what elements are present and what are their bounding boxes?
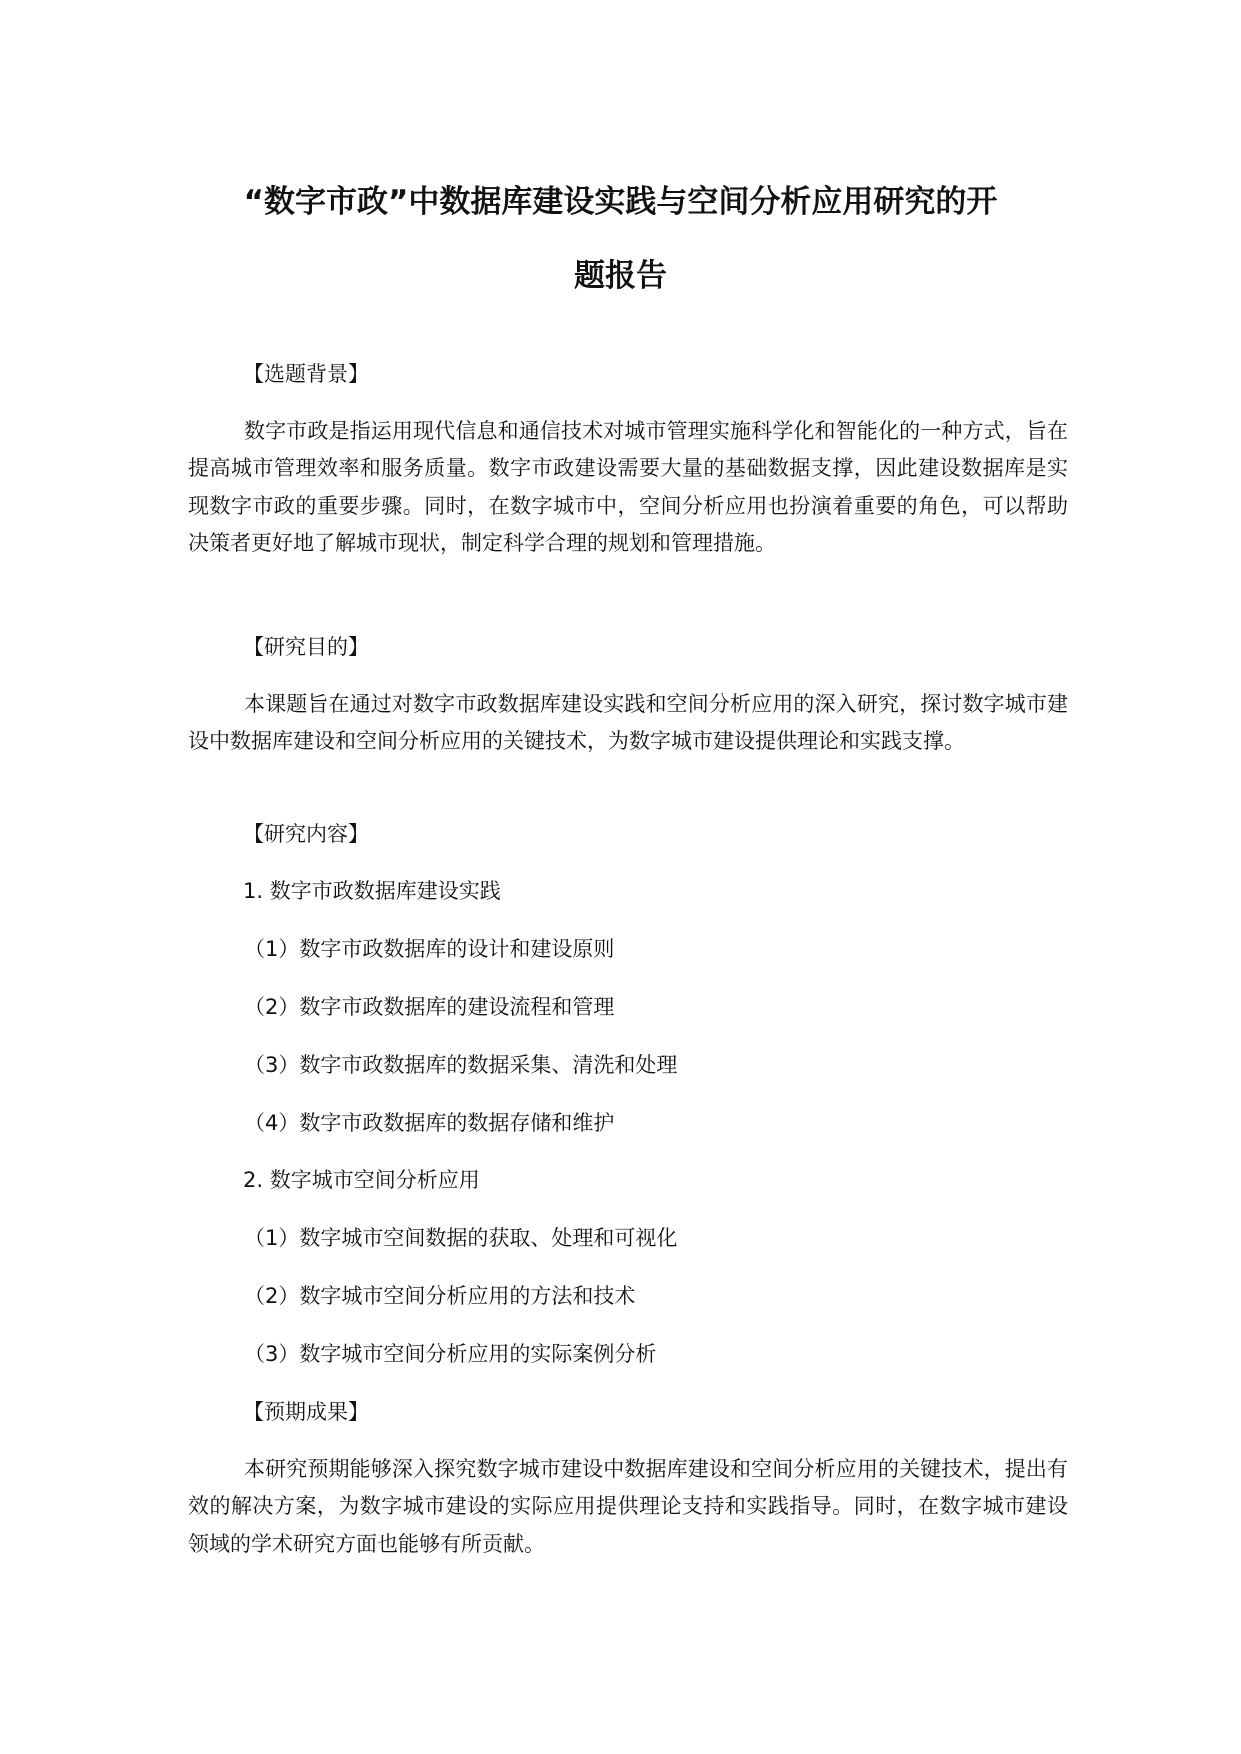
content-subitem: （1）数字城市空间数据的获取、处理和可视化 bbox=[244, 1226, 678, 1250]
section-heading-results: 【预期成果】 bbox=[243, 1400, 369, 1424]
content-item-2: 2. 数字城市空间分析应用 bbox=[243, 1168, 480, 1192]
section-heading-content: 【研究内容】 bbox=[243, 822, 369, 846]
paragraph-results: 本研究预期能够深入探究数字城市建设中数据库建设和空间分析应用的关键技术，提出有效的解决方案，为数字城市建设的实际应用提供理论支持和实践指导。同时，在数字城市建设领域的学术研究方面也能够有所贡献。 bbox=[188, 1457, 1068, 1556]
section-heading-purpose: 【研究目的】 bbox=[243, 635, 369, 659]
content-item-1: 1. 数字市政数据库建设实践 bbox=[243, 879, 501, 903]
content-subitem: （2）数字市政数据库的建设流程和管理 bbox=[244, 995, 615, 1019]
paragraph-purpose: 本课题旨在通过对数字市政数据库建设实践和空间分析应用的深入研究，探讨数字城市建设中数据库建设和空间分析应用的关键技术，为数字城市建设提供理论和实践支撑。 bbox=[188, 692, 1068, 754]
paragraph-background: 数字市政是指运用现代信息和通信技术对城市管理实施科学化和智能化的一种方式，旨在提高城市管理效率和服务质量。数字市政建设需要大量的基础数据支撑，因此建设数据库是实现数字市政的重要步骤。同时，在数字城市中，空间分析应用也扮演着重要的角色，可以帮助决策者更好地了解城市现状，制定科学合理的规划和管理措施。 bbox=[188, 419, 1068, 556]
document-title-line-2: 题报告 bbox=[574, 258, 667, 294]
section-heading-background: 【选题背景】 bbox=[243, 362, 369, 386]
content-subitem: （2）数字城市空间分析应用的方法和技术 bbox=[244, 1284, 636, 1308]
content-subitem: （3）数字市政数据库的数据采集、清洗和处理 bbox=[244, 1053, 678, 1077]
content-subitem: （1）数字市政数据库的设计和建设原则 bbox=[244, 937, 615, 961]
content-subitem: （3）数字城市空间分析应用的实际案例分析 bbox=[244, 1342, 657, 1366]
content-subitem: （4）数字市政数据库的数据存储和维护 bbox=[244, 1111, 615, 1135]
document-title-line-1: “数字市政”中数据库建设实践与空间分析应用研究的开 bbox=[243, 184, 998, 220]
